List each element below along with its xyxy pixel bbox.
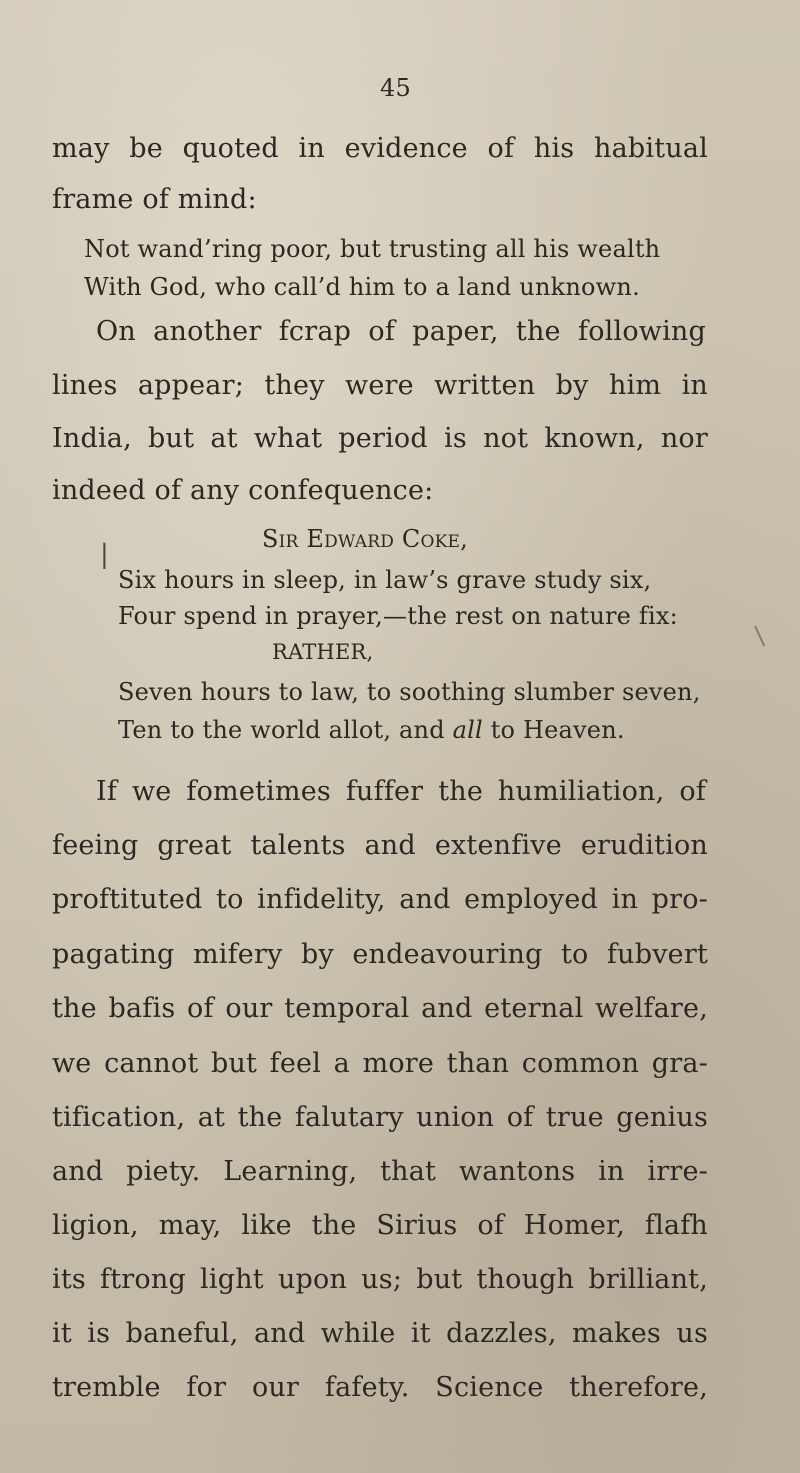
couplet-line-1: Not wand’ring poor, but trusting all his wealth — [84, 235, 661, 263]
poem-line-4-start: Ten to the world allot, and — [118, 716, 453, 744]
paragraph-3-line-3: proftituted to infidelity, and employed in pro- — [52, 884, 708, 915]
paragraph-2-line-1: On another fcrap of paper, the following — [96, 316, 706, 347]
poem-line-3: Seven hours to law, to soothing slumber seven, — [118, 678, 701, 706]
paragraph-3-line-5: the bafis of our temporal and eternal welfare, — [52, 993, 708, 1024]
paragraph-2-line-3: India, but at what period is not known, nor — [52, 423, 708, 454]
paragraph-3-line-1: If we fometimes fuffer the humiliation, of — [96, 776, 706, 807]
paragraph-2-line-4: indeed of any confequence: — [52, 475, 434, 506]
paragraph-3-line-6: we cannot but feel a more than common gra- — [52, 1048, 708, 1079]
ink-mark — [754, 620, 778, 647]
paragraph-3-line-11: it is baneful, and while it dazzles, makes us — [52, 1318, 708, 1349]
paragraph-3-line-4: pagating mifery by endeavouring to fubvert — [52, 939, 708, 970]
paragraph-3-line-10: its ftrong light upon us; but though brilliant, — [52, 1264, 708, 1295]
margin-bracket: | — [100, 540, 109, 570]
paragraph-3-line-8: and piety. Learning, that wantons in irre- — [52, 1156, 708, 1187]
page-number: 45 — [380, 74, 411, 102]
poem-line-4-italic: all — [452, 716, 483, 744]
poem-line-4-end: to Heaven. — [482, 716, 625, 744]
paragraph-3-line-9: ligion, may, like the Sirius of Homer, flafh — [52, 1210, 708, 1241]
poem-line-4 — [118, 718, 625, 742]
paragraph-3-line-12: tremble for our fafety. Science therefore, — [52, 1372, 708, 1403]
paragraph-2-line-2: lines appear; they were written by him in — [52, 370, 708, 401]
poem-rather: RATHER, — [272, 640, 374, 664]
poem-line-1: Six hours in sleep, in law’s grave study six, — [118, 566, 652, 594]
paragraph-3-line-2: feeing great talents and extenfive erudition — [52, 830, 708, 861]
paragraph-3-line-7: tification, at the falutary union of true genius — [52, 1102, 708, 1133]
poem-line-2: Four spend in prayer,—the rest on nature fix: — [118, 602, 678, 630]
paragraph-1-line-1: may be quoted in evidence of his habitual — [52, 133, 708, 164]
poem-title: Sir Edward Coke, — [262, 525, 468, 553]
paragraph-1-line-2: frame of mind: — [52, 184, 257, 215]
couplet-line-2: With God, who call’d him to a land unknown. — [84, 273, 640, 301]
